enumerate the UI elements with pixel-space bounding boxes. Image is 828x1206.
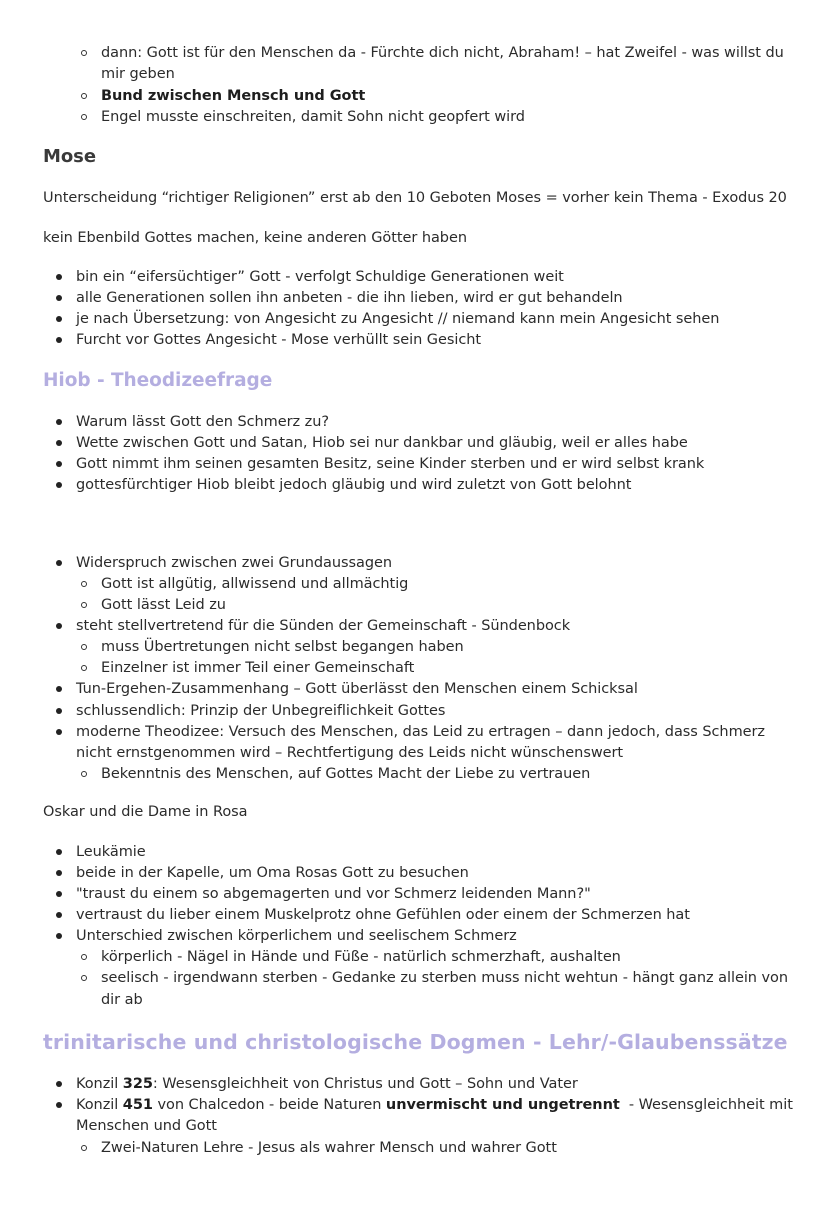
bullet-icon — [56, 912, 62, 918]
circle-bullet-icon — [81, 50, 87, 56]
bullet-icon — [56, 419, 62, 425]
bullet-icon — [56, 337, 62, 343]
section-heading-dogmen: trinitarische und christologische Dogmen - Lehr/-Glaubenssätze — [43, 1030, 788, 1054]
list-item: Einzelner ist immer Teil einer Gemeinschaft — [101, 660, 415, 676]
bullet-icon — [56, 891, 62, 897]
bullet-icon — [56, 295, 62, 301]
list-item: Bekenntnis des Menschen, auf Gottes Macht der Liebe zu vertrauen — [101, 766, 591, 782]
circle-bullet-icon — [81, 665, 87, 671]
list-item: Zwei-Naturen Lehre - Jesus als wahrer Mensch und wahrer Gott — [101, 1140, 557, 1156]
list-item: Gott lässt Leid zu — [101, 597, 226, 613]
bullet-icon — [56, 274, 62, 280]
list-item: Konzil 325: Wesensgleichheit von Christus und Gott – Sohn und Vater — [76, 1076, 578, 1092]
bullet-icon — [56, 623, 62, 629]
list-item: gottesfürchtiger Hiob bleibt jedoch gläubig und wird zuletzt von Gott belohnt — [76, 477, 632, 493]
list-item: dann: Gott ist für den Menschen da - Fürchte dich nicht, Abraham! – hat Zweifel - was willst du — [101, 45, 784, 61]
bullet-icon — [56, 849, 62, 855]
section-heading-hiob: Hiob - Theodizeefrage — [43, 370, 273, 391]
list-item: Widerspruch zwischen zwei Grundaussagen — [76, 555, 392, 571]
bullet-icon — [56, 461, 62, 467]
bullet-icon — [56, 1081, 62, 1087]
list-item: Gott ist allgütig, allwissend und allmächtig — [101, 576, 409, 592]
list-item: vertraust du lieber einem Muskelprotz ohne Gefühlen oder einem der Schmerzen hat — [76, 907, 690, 923]
circle-bullet-icon — [81, 975, 87, 981]
list-item: Konzil 451 von Chalcedon - beide Naturen unvermischt und ungetrennt - Wesensgleichheit mit — [76, 1097, 793, 1113]
circle-bullet-icon — [81, 114, 87, 120]
list-item: körperlich - Nägel in Hände und Füße - natürlich schmerzhaft, aushalten — [101, 949, 621, 965]
list-item: alle Generationen sollen ihn anbeten - die ihn lieben, wird er gut behandeln — [76, 290, 623, 306]
list-item: muss Übertretungen nicht selbst begangen haben — [101, 639, 464, 655]
list-item: Wette zwischen Gott und Satan, Hiob sei nur dankbar und gläubig, weil er alles habe — [76, 435, 688, 451]
bullet-icon — [56, 316, 62, 322]
circle-bullet-icon — [81, 93, 87, 99]
bullet-icon — [56, 708, 62, 714]
list-item: Engel musste einschreiten, damit Sohn nicht geopfert wird — [101, 109, 525, 125]
bullet-icon — [56, 440, 62, 446]
list-item: je nach Übersetzung: von Angesicht zu Angesicht // niemand kann mein Angesicht sehen — [76, 311, 720, 327]
bullet-icon — [56, 482, 62, 488]
list-item: Tun-Ergehen-Zusammenhang – Gott überlässt den Menschen einem Schicksal — [76, 681, 638, 697]
bullet-icon — [56, 1102, 62, 1108]
list-item-continuation: Menschen und Gott — [76, 1118, 217, 1134]
list-item: Furcht vor Gottes Angesicht - Mose verhüllt sein Gesicht — [76, 332, 482, 348]
list-item: seelisch - irgendwann sterben - Gedanke zu sterben muss nicht wehtun - hängt ganz allein von — [101, 970, 788, 986]
bullet-icon — [56, 729, 62, 735]
circle-bullet-icon — [81, 771, 87, 777]
section-heading-mose: Mose — [43, 146, 97, 167]
circle-bullet-icon — [81, 1145, 87, 1151]
paragraph-title: Oskar und die Dame in Rosa — [43, 804, 248, 820]
circle-bullet-icon — [81, 581, 87, 587]
list-item: Unterschied zwischen körperlichem und seelischem Schmerz — [76, 928, 517, 944]
list-item: moderne Theodizee: Versuch des Menschen, das Leid zu ertragen – dann jedoch, dass Schmerz — [76, 724, 765, 740]
list-item: beide in der Kapelle, um Oma Rosas Gott zu besuchen — [76, 865, 469, 881]
circle-bullet-icon — [81, 644, 87, 650]
list-item-continuation: mir geben — [101, 66, 175, 82]
list-item: "traust du einem so abgemagerten und vor Schmerz leidenden Mann?" — [76, 886, 591, 902]
bullet-icon — [56, 686, 62, 692]
bullet-icon — [56, 560, 62, 566]
list-item: steht stellvertretend für die Sünden der Gemeinschaft - Sündenbock — [76, 618, 571, 634]
list-item: Warum lässt Gott den Schmerz zu? — [76, 414, 329, 430]
bullet-icon — [56, 870, 62, 876]
paragraph: kein Ebenbild Gottes machen, keine anderen Götter haben — [43, 230, 467, 246]
list-item: Bund zwischen Mensch und Gott — [101, 88, 366, 104]
list-item: schlussendlich: Prinzip der Unbegreiflichkeit Gottes — [76, 703, 446, 719]
circle-bullet-icon — [81, 954, 87, 960]
list-item: bin ein “eifersüchtiger” Gott - verfolgt Schuldige Generationen weit — [76, 269, 564, 285]
list-item-continuation: dir ab — [101, 992, 143, 1008]
list-item: Gott nimmt ihm seinen gesamten Besitz, seine Kinder sterben und er wird selbst krank — [76, 456, 705, 472]
bullet-icon — [56, 933, 62, 939]
circle-bullet-icon — [81, 602, 87, 608]
list-item-continuation: nicht ernstgenommen wird – Rechtfertigung des Leids nicht wünschenswert — [76, 745, 624, 761]
paragraph: Unterscheidung “richtiger Religionen” erst ab den 10 Geboten Moses = vorher kein Thema - Exodus 20 — [43, 190, 787, 206]
list-item: Leukämie — [76, 844, 146, 860]
